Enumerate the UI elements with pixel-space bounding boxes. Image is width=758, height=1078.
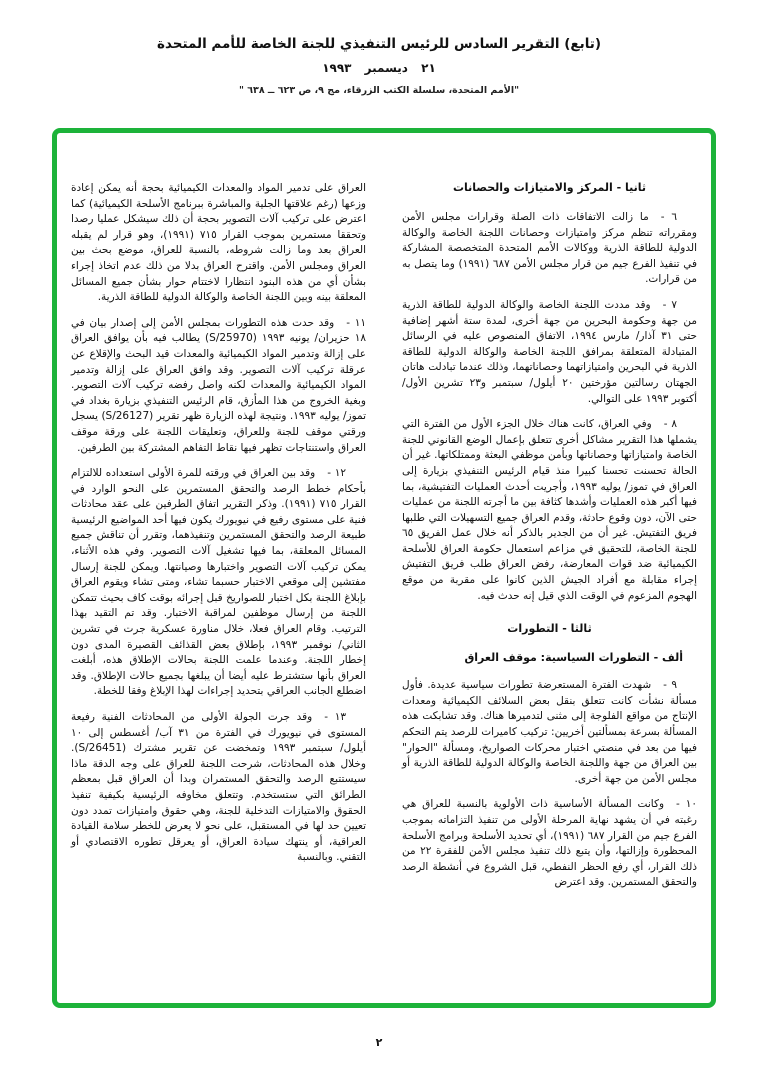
paragraph-7 [402,298,697,407]
paragraph-6 [402,210,697,288]
paragraph-9 [402,678,697,787]
paragraph-number: ١٢ - [327,467,346,480]
paragraph-number: ١١ - [346,316,366,329]
paragraph-number: ٨ - [663,418,677,431]
two-column-layout [57,133,711,901]
paragraph-number: ٩ - [663,679,677,692]
paragraph-text: وقد جرت الجولة الأولى من المحادثات الفنية رفيعة المستوى في نيويورك في الفترة من ٣١ آب/ أغسطس إلى ١٠ أيلول/ سبتمبر ١٩٩٣ وتمخضت عن تقرير مشترك (S/26451). وخلال هذه المحادثات، شرحت اللجنة للعراق على وجه الدقة ماذا سيستتبع الرصد والتحقق المستمران وبدا أن العراق قبل بمعظم الطرائق التي ستستخدم. وتتعلق مخاوفه الرئيسية بكيفية تنفيذ الحقوق والامتيازات التدخلية للجنة، وهي حقوق وامتيازات تمدد دون تعيين حد لها في المستقبل، على نحو لا يعرض للخطر سلامة القيادة العراقية، أو ينتهك سيادة العراق، أو يعرقل تطوره الاقتصادي أو التقني. وبالنسبة [71,711,366,864]
paragraph-12 [71,466,366,700]
report-date: ٢١ ديسمبر ١٩٩٣ [322,61,436,75]
paragraph-text: شهدت الفترة المستعرضة تطورات سياسية عديدة. فأول مسألة نشأت كانت تتعلق بنقل بعض السلائف الكيميائية ومعدات الإنتاج من مواقع الفلوجة إلى مثنى لتدميرها هناك. وقد تشابكت هذه المسألة بسرعة بمسألتين أخريين: تركيب كاميرات للرصد يتم التحكم فيها من بعد في منصتي اختبار محركات الصواريخ، ومسألة "الحوار" بين العراق من جهة واللجنة الخاصة والوكالة الدولية للطاقة الذرية أو مجلس الأمن من جهة أخرى. [402,679,697,785]
paragraph-number: ١٣ - [324,711,346,723]
source-citation: "الأمم المتحدة، سلسلة الكتب الزرقاء، مج ٩، ص ٦٢٣ ــ ٦٣٨ " [238,85,520,96]
paragraph-10-continuation: العراق على تدمير المواد والمعدات الكيميائية بحجة أنه يمكن إعادة وزعها (رغم علاقتها الجلية والمباشرة ببرنامج الأسلحة الكيميائية) كما اعترض على تركيب آلات التصوير بحجة أن ذلك سيشكل عمليا رصدا وتحققا مستمرين بموجب القرار ٧١٥ (١٩٩١)، وهو قرار لم يقبله العراق بعد وما زالت شروطه، بالنسبة للعراق، موضع بحث بين العراق ومجلس الأمن. واقترح العراق بدلا من ذلك عدم اتخاذ إجراء بشأن أي من هذه البنود انتظارا لاختتام حوار بشأن جميع المسائل المعلقة بينه وبين اللجنة الخاصة والوكالة الدولية للطاقة الذرية. [71,182,367,304]
paragraph-8 [402,417,697,604]
paragraph-text: وكانت المسألة الأساسية ذات الأولوية بالنسبة للعراق هي رغبته في أن يشهد نهاية المرحلة الأولى من تنفيذ التزاماته بموجب الفرع جيم من القرار ٦٨٧ (١٩٩١)، أي تحديد الأسلحة وبرامج الأسلحة المحظورة وإزالتها، وأن يتبع ذلك تنفيذ مجلس الأمن للفقرة ٢٢ من ذلك القرار، أي رفع الحظر النفطي، قبل الشروع في أنشطة الرصد والتحقق المستمرين. وقد اعترض [402,798,698,889]
paragraph-number: ٧ - [662,298,677,311]
content-border-box [52,128,716,1008]
report-title: (تابع) التقرير السادس للرئيس التنفيذي للجنة الخاصة للأمم المتحدة [156,36,602,52]
paragraph-11 [71,316,366,456]
paragraph-text: وقد بين العراق في ورقته للمرة الأولى استعداده للالتزام بأحكام خطط الرصد والتحقق المستمرين على النحو الوارد في القرار ٧١٥ (١٩٩١). وذكر التقرير اتفاق الطرفين على عقد محادثات فنية على مستوى رفيع في نيويورك يكون فيها أحد المواضيع الرئيسية طبيعة الرصد والتحقق المستمرين وتنفيذهما، وتقرر أن تناقش جميع المسائل المعلقة، بما فيها تشغيل آلات التصوير. وفي هذه الأثناء، يمكن تركيب آلات التصوير واختبارها وصيانتها. ويمكن للجنة إرسال مفتشين إلى موقعي الاختبار حسبما تشاء، ومتى تشاء ويقوم العراق بإبلاغ اللجنة بكل اختبار للصواريخ قبل إجرائه بوقت كاف بحيث تتمكن اللجنة من إرسال موظفين لمراقبة الاختبار. وقد تم التقيد بهذا الترتيب. وقام العراق فعلا، خلال مناورة عسكرية جرت في تشرين الثاني/ نوفمبر ١٩٩٣، بإطلاق بعض القذائف القصيرة المدى دون إخطار اللجنة. وعندما علمت اللجنة بحالات الإطلاق هذه، أبلغت العراق بأنها ستشترط عليه أيضا أن يبلغها بجميع حالات الإطلاق. وقد اضطلع الجانب العراقي بتحديد إجراءات لهذا الإبلاغ وفقا للخطة. [71,467,366,698]
paragraph-text: وقد حدت هذه التطورات بمجلس الأمن إلى إصدار بيان في ١٨ حزيران/ يونيه ١٩٩٣ (S/25970) يطالب فيه بأن يوافق العراق على إزالة وتدمير المواد الكيميائية والمعدات قيد البحث والإقلاع عن عرقلة تركيب آلات التصوير. وقد وافق العراق على إزالة وتدمير المواد الكيميائية والمعدات لكنه واصل رفضه تركيب آلات التصوير. وبغية الخروج من هذا المأزق، قام الرئيس التنفيذي بزيارة بغداد في تموز/ يوليه ١٩٩٣. ونتيجة لهذه الزيارة ظهر تقرير (S/26127) يسجل ورقتي موقف للجنة وللعراق، وتعليقات اللجنة على ورقة موقف العراق واستنتاجات تظهر فيها نقاط التفاهم المشتركة بين الطرفين. [71,316,367,454]
paragraph-13 [71,710,366,866]
paragraph-number: ٦ - [660,211,677,223]
column-left [71,181,366,901]
column-right [402,181,697,901]
paragraph-text: وفي العراق، كانت هناك خلال الجزء الأول من الفترة التي يشملها هذا التقرير مشاكل أخرى تتعلق بإعمال الوضع القانوني للجنة الخاصة وامتيازاتها وحصاناتها وبأمن موظفي البعثة وممتلكاتها. غير أن الحالة تحسنت تحسنا كبيرا منذ قيام الرئيس التنفيذي بزيارة إلى العراق في تموز/ يوليه ١٩٩٣، وأجريت أحدث العمليات التفتيشية، بما فيها أكبر هذه العمليات وأشدها كثافة بين ما أجرته اللجنة من عمليات حتى الآن، دون وقوع حادثة، وقدم العراق جميع التسهيلات التي طلبها فريق التفتيش. غير أن من الجدير بالذكر أنه خلال عمل الفريق ٦٥ للجنة الخاصة، للتحقيق في مزاعم استعمال حكومة العراق للأسلحة الكيميائية ضد قوات المعارضة، رفض العراق طلب فريق التفتيش إجراء مقابلة مع أفراد الجيش الذين كانوا على مقربة من موقع الهجوم المزعوم في الوقت الذي قيل إنه حدث فيه. [402,418,698,602]
subsection-heading-a: ألف - التطورات السياسية: موقف العراق [464,651,683,665]
paragraph-text: وقد مددت اللجنة الخاصة والوكالة الدولية للطاقة الذرية من جهة وحكومة البحرين من جهة أخرى، لمدة ستة أشهر إضافية حتى ٣١ آذار/ مارس ١٩٩٤، الاتفاق المنصوص عليه في الرسائل المتبادلة المتعلقة بمرافق اللجنة الخاصة والوكالة الدولية للطاقة الذرية في البحرين وامتيازاتهما وحصاناتهما، وذلك عندما تبادلت هاتان الجهتان رسالتين مؤرختين ٢٠ أيلول/ سبتمبر و٢٣ تشرين الأول/ أكتوبر ١٩٩٣ على التوالي. [402,298,698,405]
page-footer [0,1036,758,1049]
paragraph-10 [402,797,697,891]
paragraph-text: ما زالت الاتفاقات ذات الصلة وقرارات مجلس الأمن ومقرراته تنظم مركز وامتيازات وحصانات اللجنة الخاصة والوكالة الدولية للطاقة الذرية ووكالات الأمم المتحدة المتخصصة المشاركة في تنفيذ الفرع جيم من قرار مجلس الأمن ٦٨٧ (١٩٩١) وما يتصل به من قرارات. [402,211,697,286]
section-heading-2: ثانيا - المركز والامتيازات والحصانات [452,181,647,194]
page-number: ٢ [375,1036,383,1049]
paragraph-number: ١٠ - [676,798,697,811]
section-heading-3: ثالثا - التطورات [507,622,592,636]
page-header [0,36,758,96]
